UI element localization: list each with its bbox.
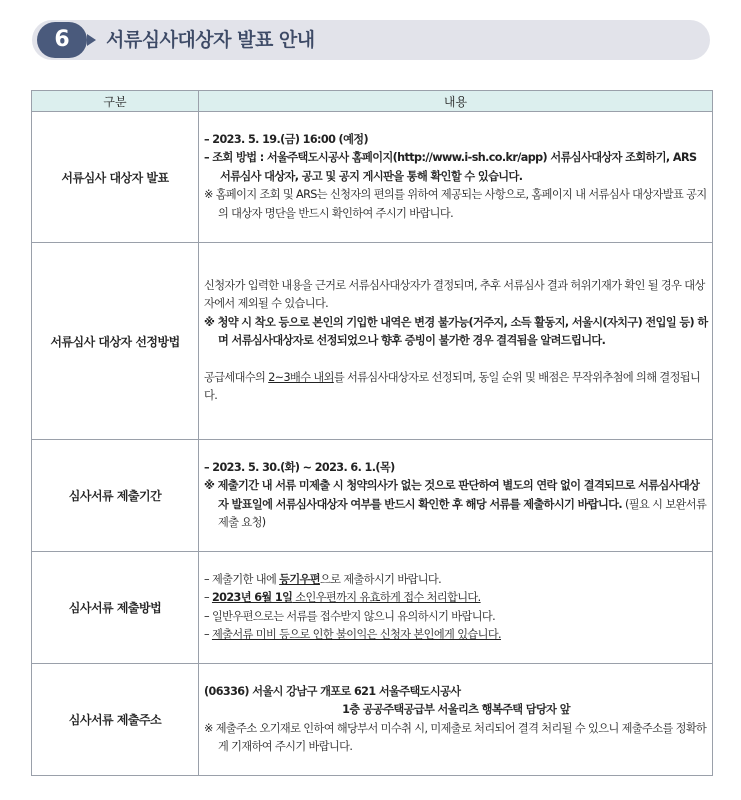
row-content (199, 112, 713, 243)
row-content (199, 440, 713, 552)
table-row-announce (32, 112, 713, 243)
selection-ratio: 공급세대수의 2~3배수 내외를 서류심사대상자로 선정되며, 동일 순위 및 배점은 무작위추첨에 의해 결정됩니다. (204, 370, 701, 402)
address-line: (06336) 서울시 강남구 개포로 621 서울주택도시공사 (204, 684, 461, 698)
row-label: 심사서류 제출주소 (32, 664, 199, 776)
method-line: – 제출기한 내에 등기우편으로 제출하시기 바랍니다. (204, 572, 442, 586)
section-title: 서류심사대상자 발표 안내 (106, 29, 315, 51)
row-content (199, 243, 713, 440)
table-row-method (32, 552, 713, 664)
selection-note: ※ 청약 시 착오 등으로 본인의 기입한 내역은 변경 불가능(거주지, 소득 활동지, 서울시(자치구) 전입일 등) 하며 서류심사대상자로 선정되었으나 향후 증빙이 불가한 경우 결격됨을 알려드립니다. (204, 315, 708, 347)
address-line: 1층 공공주택공급부 서울리츠 행복주택 담당자 앞 (342, 703, 570, 716)
table-row-selection (32, 243, 713, 440)
announce-date: – 2023. 5. 19.(금) 16:00 (예정) (204, 132, 368, 146)
row-label: 서류심사 대상자 선정방법 (32, 243, 199, 440)
table-row-period (32, 440, 713, 552)
row-label: 서류심사 대상자 발표 (32, 112, 199, 243)
period-date: – 2023. 5. 30.(화) ~ 2023. 6. 1.(목) (204, 460, 395, 474)
selection-para: 신청자가 입력한 내용을 근거로 서류심사대상자가 결정되며, 추후 서류심사 결과 허위기재가 확인 될 경우 대상자에서 제외될 수 있습니다. (204, 278, 705, 310)
info-table (31, 90, 713, 776)
row-content (199, 664, 713, 776)
method-line: – 제출서류 미비 등으로 인한 불이익은 신청자 본인에게 있습니다. (204, 628, 501, 641)
table-row-address (32, 664, 713, 776)
announce-method: – 조회 방법 : 서울주택도시공사 홈페이지(http://www.i-sh.co.kr/app) 서류심사대상자 조회하기, ARS 서류심사 대상자, 공고 및 공지 게시판을 통해 확인할 수 있습니다. (204, 151, 697, 183)
method-line: – 2023년 6월 1일 소인우편까지 유효하게 접수 처리합니다. (204, 591, 481, 604)
method-line: – 일반우편으로는 서류를 접수받지 않으니 유의하시기 바랍니다. (204, 609, 496, 623)
column-header-content: 내용 (199, 91, 713, 112)
address-note: ※ 제출주소 오기재로 인하여 해당부서 미수취 시, 미제출로 처리되어 결격 처리될 수 있으니 제출주소를 정확하게 기재하여 주시기 바랍니다. (204, 721, 707, 753)
row-content (199, 552, 713, 664)
ratio-highlight: 2~3배수 내외 (268, 370, 334, 384)
section-header (32, 20, 710, 60)
period-note: ※ 제출기간 내 서류 미제출 시 청약의사가 없는 것으로 판단하여 별도의 연락 없이 결격되므로 서류심사대상자 발표일에 서류심사대상자 여부를 반드시 확인한 후 해당 서류를 제출하시기 바랍니다. (필요 시 보완서류 제출 요청) (204, 479, 707, 529)
row-label: 심사서류 제출기간 (32, 440, 199, 552)
announce-note: ※ 홈페이지 조회 및 ARS는 신청자의 편의를 위하여 제공되는 사항으로, 홈페이지 내 서류심사 대상자발표 공지의 대상자 명단을 반드시 확인하여 주시기 바랍니다. (204, 188, 707, 220)
row-label: 심사서류 제출방법 (32, 552, 199, 664)
section-number-badge: 6 (37, 22, 87, 58)
column-header-category: 구분 (32, 91, 199, 112)
table-header-row (32, 91, 713, 112)
